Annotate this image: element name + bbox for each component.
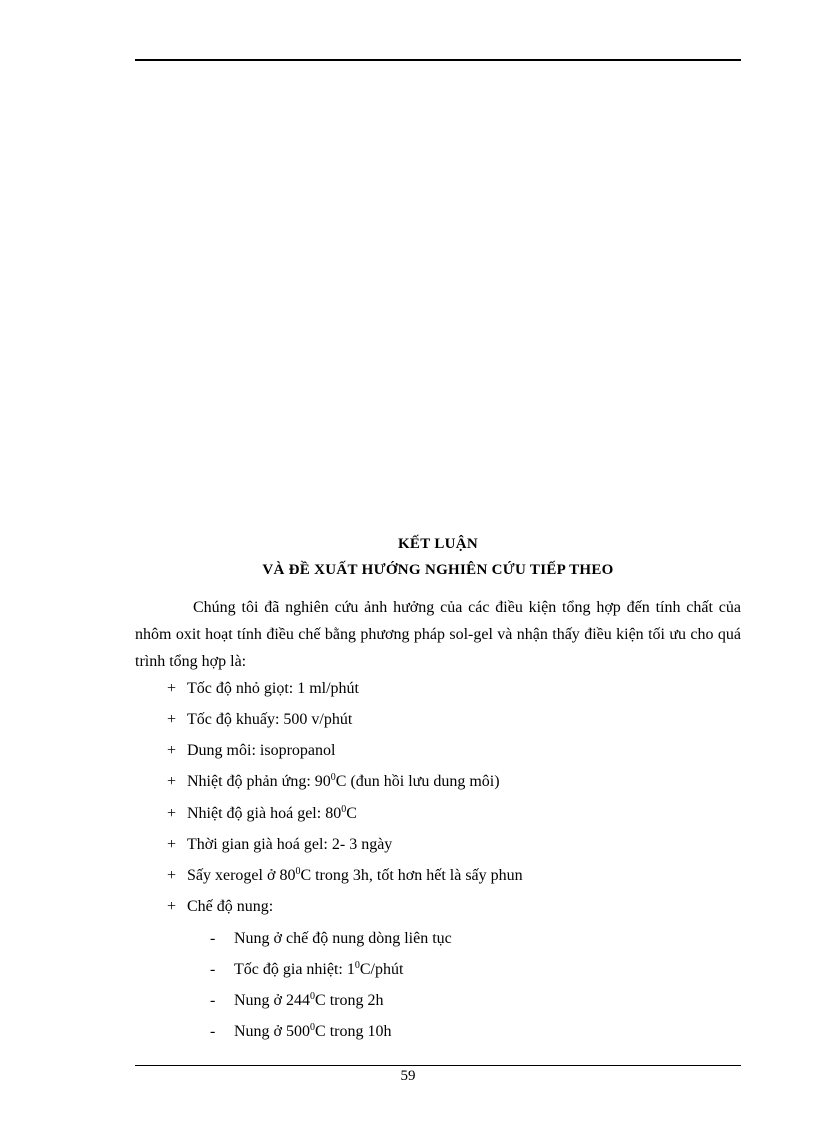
plus-bullet: +	[167, 680, 177, 697]
list-item-text: Tốc độ khuấy: 500 v/phút	[187, 711, 353, 728]
conclusion-subtitle: VÀ ĐỀ XUẤT HƯỚNG NGHIÊN CỨU TIẾP THEO	[262, 562, 614, 578]
list-item-text: Nhiệt độ phản ứng: $90^0C$ (đun hồi lưu dung môi)	[187, 772, 500, 790]
page-number: 59	[400, 1068, 416, 1084]
plus-bullet: +	[167, 773, 177, 790]
dash-bullet: -	[210, 930, 216, 947]
header-rule	[135, 59, 741, 61]
intro-paragraph: Chúng tôi đã nghiên cứu ảnh hưởng của các điều kiện tổng hợp đến tính chất của nhôm oxit hoạt tính điều chế bằng phương pháp sol-gel và nhận thấy điều kiện tối ưu cho quá trình tổng hợp là:	[135, 599, 741, 670]
list-item-text: Dung môi: isopropanol	[187, 742, 336, 759]
plus-bullet: +	[167, 805, 177, 822]
dash-bullet: -	[210, 961, 216, 978]
footer-rule	[135, 1065, 741, 1066]
dash-bullet: -	[210, 992, 216, 1009]
sublist-item-text: Nung ở $500^0C$ trong 10h	[234, 1022, 392, 1040]
sublist-item-text: Nung ở chế độ nung dòng liên tục	[234, 930, 452, 947]
plus-bullet: +	[167, 742, 177, 759]
plus-bullet: +	[167, 898, 177, 915]
plus-bullet: +	[167, 867, 177, 884]
plus-bullet: +	[167, 836, 177, 853]
sublist-item-text: Nung ở $244^0C$ trong 2h	[234, 991, 384, 1009]
list-item-text: Nhiệt độ già hoá gel: $80^0C$	[187, 804, 357, 822]
list-item-text: Tốc độ nhỏ giọt: 1 ml/phút	[187, 680, 359, 697]
list-item-text: Chế độ nung:	[187, 898, 274, 915]
list-item-text: Thời gian già hoá gel: 2- 3 ngày	[187, 836, 393, 853]
conclusion-title: KẾT LUẬN	[397, 536, 479, 552]
dash-bullet: -	[210, 1023, 216, 1040]
list-item-text: Sấy xerogel ở $80^0C$ trong 3h, tốt hơn hết là sấy phun	[187, 866, 523, 884]
sublist-item-text: Tốc độ gia nhiệt: $1^0C$/phút	[234, 960, 404, 978]
plus-bullet: +	[167, 711, 177, 728]
